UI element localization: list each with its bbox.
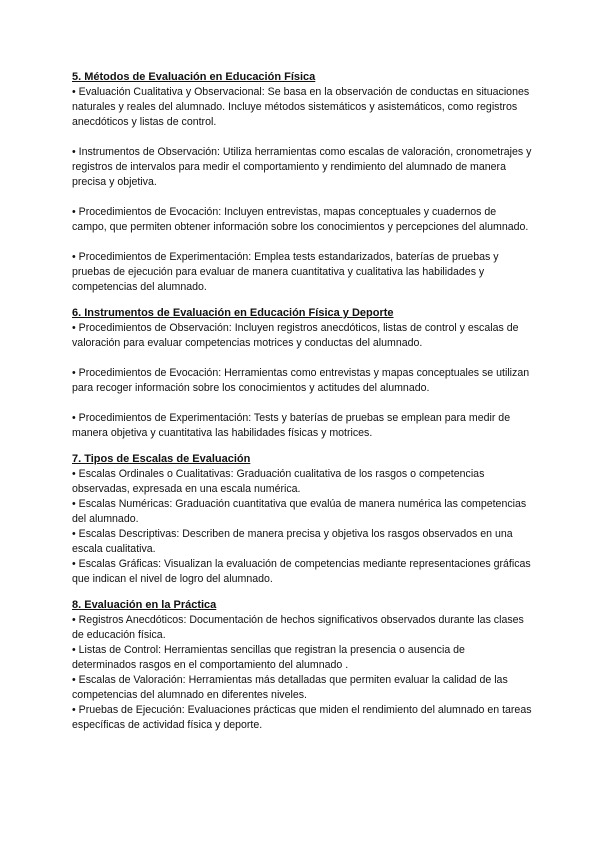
list-item: • Instrumentos de Observación: Utiliza herramientas como escalas de valoración, cronometrajes y registros de intervalos para medir el comportamiento y rendimiento del alumnado de manera precisa y objetiva. — [72, 146, 532, 188]
list-item: • Evaluación Cualitativa y Observacional: Se basa en la observación de conductas en situaciones naturales y reales del alumnado. Incluye métodos sistemáticos y asistemáticos, como registros anecdóticos y listas de control. — [72, 86, 530, 128]
list-item: • Procedimientos de Experimentación: Tests y baterías de pruebas se emplean para medir de manera objetiva y cuantitativa las habilidades físicas y motrices. — [72, 412, 511, 439]
list-item: • Procedimientos de Observación: Incluyen registros anecdóticos, listas de control y escalas de valoración para evaluar competencias motrices y conductas del alumnado. — [72, 322, 519, 349]
section-8 — [72, 598, 532, 733]
section-heading: 7. Tipos de Escalas de Evaluación — [72, 453, 251, 465]
list-item: • Procedimientos de Evocación: Herramientas como entrevistas y mapas conceptuales se utilizan para recoger información sobre los conocimientos y actitudes del alumnado. — [72, 367, 530, 394]
list-item: • Procedimientos de Evocación: Incluyen entrevistas, mapas conceptuales y cuadernos de campo, que permiten obtener información sobre los conocimientos y percepciones del alumnado. — [72, 206, 529, 233]
document-page — [72, 70, 532, 744]
section-heading: 6. Instrumentos de Evaluación en Educación Física y Deporte — [72, 307, 394, 319]
section-6 — [72, 306, 532, 441]
section-heading: 5. Métodos de Evaluación en Educación Física — [72, 71, 316, 83]
list-item: • Escalas Descriptivas: Describen de manera precisa y objetiva los rasgos observados en una escala cualitativa. — [72, 528, 513, 555]
list-item: • Listas de Control: Herramientas sencillas que registran la presencia o ausencia de determinados rasgos en el comportamiento del alumnado . — [72, 644, 465, 671]
list-item: • Escalas Gráficas: Visualizan la evaluación de competencias mediante representaciones gráficas que indican el nivel de logro del alumnado. — [72, 558, 531, 585]
section-5 — [72, 70, 532, 295]
list-item: • Procedimientos de Experimentación: Emplea tests estandarizados, baterías de pruebas y pruebas de ejecución para evaluar de manera cuantitativa y cualitativa las habilidades y competencias del alumnado. — [72, 251, 499, 293]
list-item: • Escalas Ordinales o Cualitativas: Graduación cualitativa de los rasgos o competencias observadas, expresada en una escala numérica. — [72, 468, 485, 495]
list-item: • Pruebas de Ejecución: Evaluaciones prácticas que miden el rendimiento del alumnado en tareas específicas de actividad física y deporte. — [72, 704, 532, 731]
list-item: • Registros Anecdóticos: Documentación de hechos significativos observados durante las clases de educación física. — [72, 614, 524, 641]
list-item: • Escalas Numéricas: Graduación cuantitativa que evalúa de manera numérica las competencias del alumnado. — [72, 498, 527, 525]
section-7 — [72, 452, 532, 587]
section-heading: 8. Evaluación en la Práctica — [72, 599, 217, 611]
list-item: • Escalas de Valoración: Herramientas más detalladas que permiten evaluar la calidad de las competencias del alumnado en diferentes niveles. — [72, 674, 508, 701]
